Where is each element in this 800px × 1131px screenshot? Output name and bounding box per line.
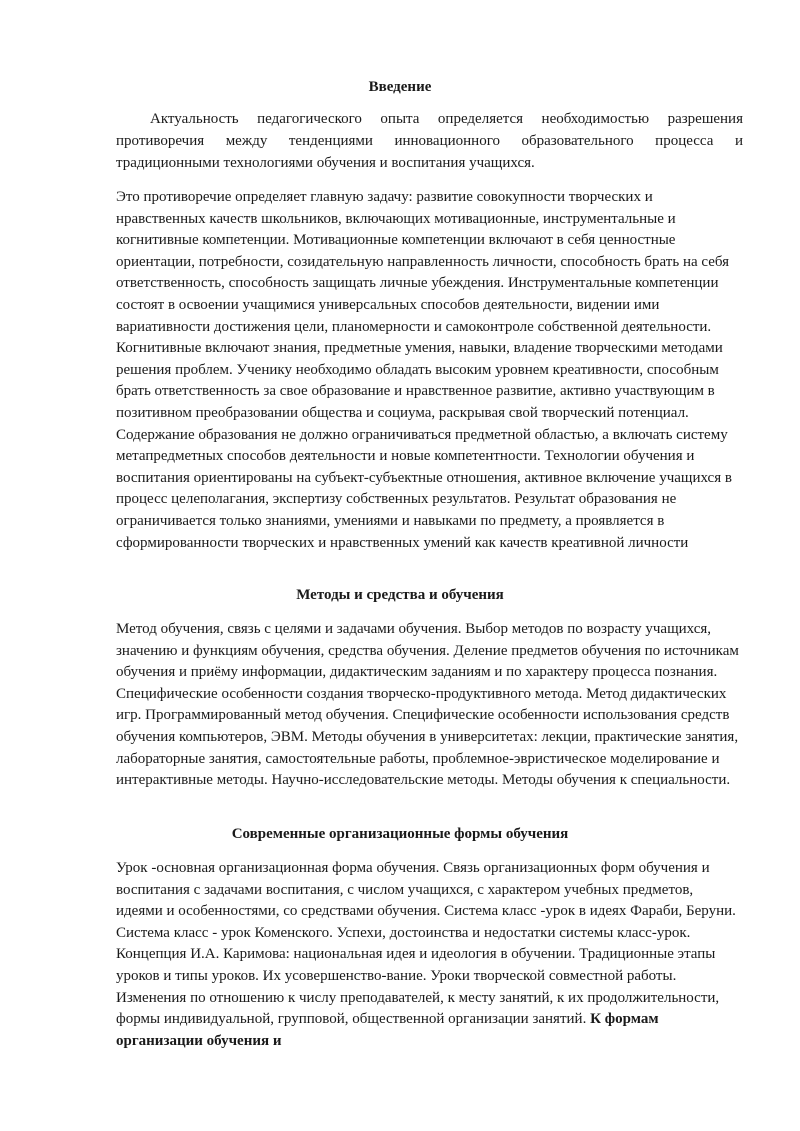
- intro-body-paragraph: Это противоречие определяет главную задачу: развитие совокупности творческих и нравственных качеств школьников, включающих мотивационные, инструментальные и когнитивные компетенции. Мотивационные компетенции включают в себя ценностные ориентации, потребности, созидательную направленность личности, способность брать на себя ответственность, способность защищать личные убеждения. Инструментальные компетенции состоят в освоении учащимися универсальных способов деятельности, видении ими вариативности достижения цели, планомерности и самоконтроле собственной деятельности. Когнитивные включают знания, предметные умения, навыки, владение творческими методами решения проблем. Ученику необходимо обладать высоким уровнем креативности, способным брать ответственность за свое образование и нравственное развитие, активно участвующим в позитивном преобразовании общества и социума, раскрывая свой творческий потенциал. Содержание образования не должно ограничиваться предметной областью, а включать систему метапредметных способов деятельности и новые компетентности. Технологии обучения и воспитания ориентированы на субъект-субъектные отношения, активное включение учащихся в процесс целеполагания, экспертизу собственных результатов. Результат образования не ограничивается только знаниями, умениями и навыками по предмету, а проявляется в сформированности творческих и нравственных умений как качеств креативной личности: [116, 189, 732, 551]
- forms-body-paragraph: [116, 858, 743, 1052]
- methods-body-paragraph: Метод обучения, связь с целями и задачами обучения. Выбор методов по возрасту учащихся, значению и функциям обучения, средства обучения. Деление предметов обучения по источникам обучения и приёму информации, дидактическим заданиям и по характеру процесса познания. Специфические особенности создания творческо-продуктивного метода. Метод дидактических игр. Программированный метод обучения. Специфические особенности использования средств обучения компьютеров, ЭВМ. Методы обучения в университетах: лекции, практические занятия, лабораторные занятия, самостоятельные работы, проблемное-эвристическое моделирование и интерактивные методы. Научно-исследовательские методы. Методы обучения к специальности.: [116, 621, 739, 789]
- intro-lead-paragraph: Актуальность педагогического опыта определяется необходимостью разрешения противоречия между тенденциями инновационного образовательного процесса и традиционными технологиями обучения и воспитания учащихся.: [116, 111, 743, 171]
- section-title-introduction: Введение: [368, 79, 432, 95]
- forms-body-text: Урок -основная организационная форма обучения. Связь организационных форм обучения и воспитания с задачами воспитания, с числом учащихся, с характером учебных предметов, идеями и особенностями, со средствами обучения. Система класс -урок в идеях Фараби, Беруни. Система класс - урок Коменского. Успехи, достоинства и недостатки системы класс-урок. Концепция И.А. Каримова: национальная идея и идеология в обучении. Традиционные этапы уроков и типы уроков. Их усовершенство-вание. Уроки творческой совместной работы. Изменения по отношению к числу преподавателей, к месту занятий, к их продолжительности, формы индивидуальной, групповой, общественной организации занятий.: [116, 860, 736, 1028]
- forms-body-bold-text: К формам организации обучения и: [116, 1011, 659, 1049]
- section-title-forms: Современные организационные формы обучения: [231, 826, 569, 842]
- section-title-methods: Методы и средства и обучения: [296, 587, 504, 603]
